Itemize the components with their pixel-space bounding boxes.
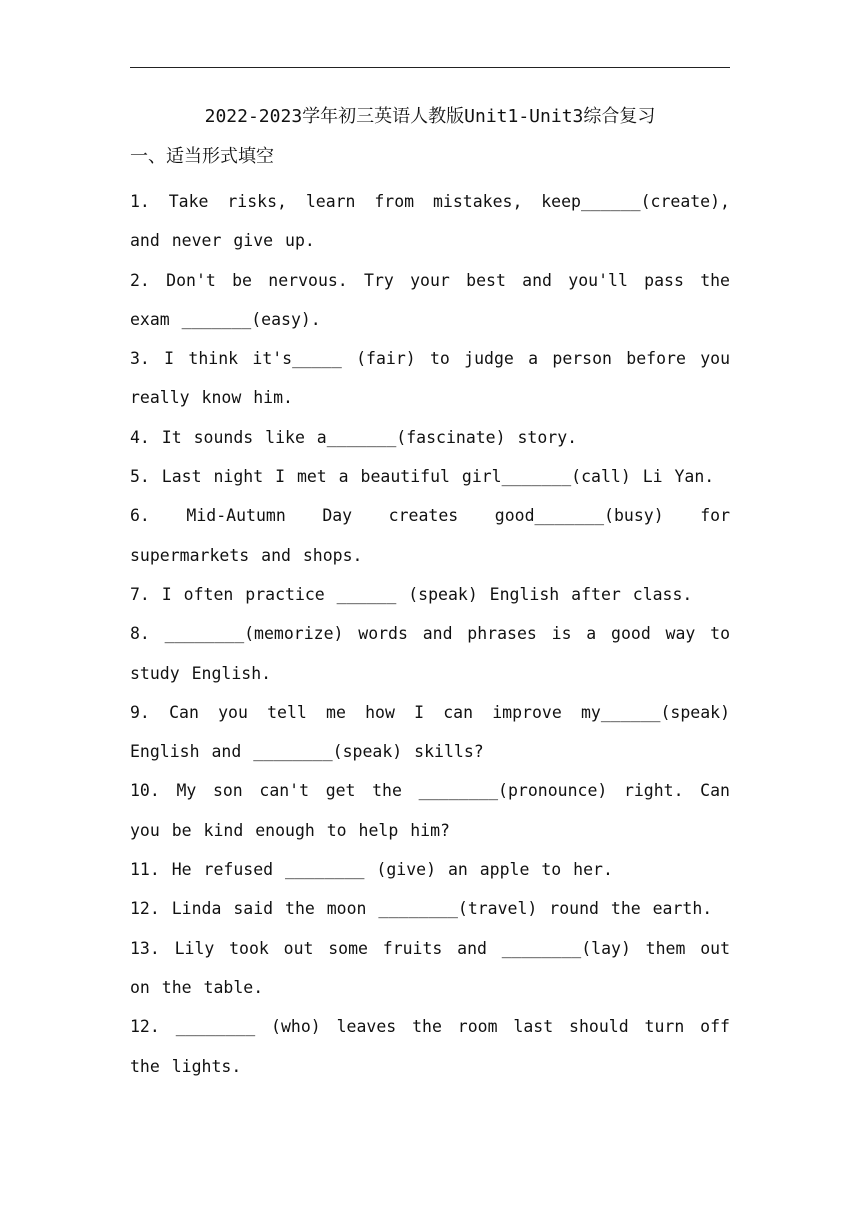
- question-item: 6. Mid-Autumn Day creates good_______(busy) for supermarkets and shops.: [130, 506, 730, 565]
- question-item: 2. Don't be nervous. Try your best and you'll pass the exam _______(easy).: [130, 270, 730, 329]
- document-title: 2022-2023学年初三英语人教版Unit1-Unit3综合复习: [204, 106, 656, 127]
- question-item: 4. It sounds like a_______(fascinate) story.: [130, 427, 578, 447]
- section-heading: 一、适当形式填空: [130, 146, 274, 167]
- question-item: 12. Linda said the moon ________(travel) round the earth.: [130, 899, 713, 919]
- question-item: 10. My son can't get the ________(pronounce) right. Can you be kind enough to help him?: [130, 781, 730, 840]
- question-item: 7. I often practice ______ (speak) English after class.: [130, 584, 693, 604]
- question-item: 8. ________(memorize) words and phrases is a good way to study English.: [130, 624, 730, 683]
- question-item: 9. Can you tell me how I can improve my______(speak) English and ________(speak) skills?: [130, 702, 730, 762]
- question-item: 13. Lily took out some fruits and ________(lay) them out on the table.: [130, 938, 730, 997]
- question-item: 11. He refused ________ (give) an apple to her.: [130, 860, 613, 880]
- question-item: 5. Last night I met a beautiful girl_______(call) Li Yan.: [130, 467, 715, 487]
- question-item: 1. Take risks, learn from mistakes, keep______(create), and never give up.: [130, 192, 730, 251]
- question-item: 3. I think it's_____ (fair) to judge a person before you really know him.: [130, 349, 730, 408]
- question-list: [130, 182, 730, 1086]
- header-rule: [130, 67, 730, 68]
- question-item: 12. ________ (who) leaves the room last should turn off the lights.: [130, 1017, 730, 1076]
